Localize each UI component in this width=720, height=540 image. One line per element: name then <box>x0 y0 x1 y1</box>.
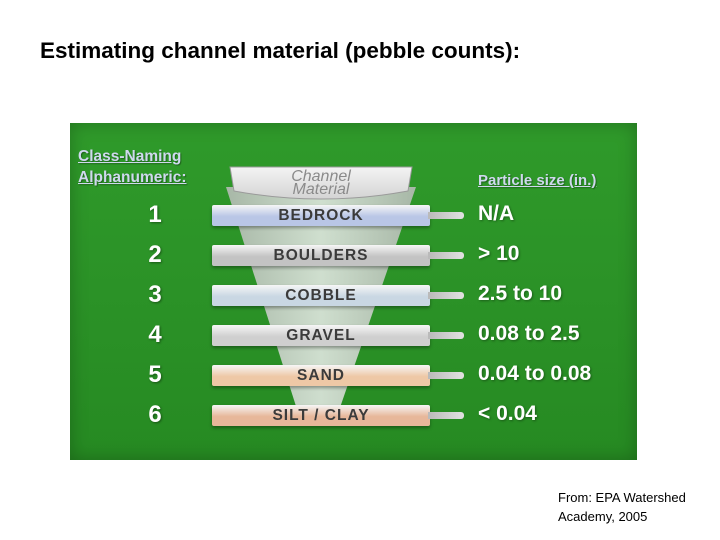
particle-size-value: 0.08 to 2.5 <box>478 322 580 345</box>
class-number: 6 <box>148 401 162 428</box>
particle-size-value: N/A <box>478 202 515 225</box>
connector-arrow <box>428 292 464 299</box>
connector-arrow <box>428 212 464 219</box>
source-line1: From: EPA Watershed <box>558 490 686 505</box>
class-number: 1 <box>148 201 162 228</box>
material-band: COBBLE <box>212 285 430 306</box>
particle-size-value: < 0.04 <box>478 402 537 425</box>
connector-arrow <box>428 372 464 379</box>
material-band: SILT / CLAY <box>212 405 430 426</box>
connector-arrow <box>428 412 464 419</box>
class-number: 2 <box>148 241 162 268</box>
funnel-label-line1: Channel <box>291 168 351 185</box>
channel-material-diagram <box>70 123 637 460</box>
particle-size-value: 0.04 to 0.08 <box>478 362 592 385</box>
connector-arrow <box>428 332 464 339</box>
source-line2: Academy, 2005 <box>558 509 648 524</box>
class-number: 5 <box>148 361 162 388</box>
particle-size-value: 2.5 to 10 <box>478 282 563 305</box>
material-band: SAND <box>212 365 430 386</box>
funnel-label-line2: Material <box>292 181 350 198</box>
class-naming-header-line1: Class-Naming <box>78 148 182 165</box>
class-naming-header-line2: Alphanumeric: <box>78 169 187 186</box>
particle-size-header: Particle size (in.) <box>478 172 597 189</box>
class-number: 3 <box>148 281 162 308</box>
class-number: 4 <box>148 321 162 348</box>
slide-title: Estimating channel material (pebble counts): <box>40 38 521 63</box>
material-band: BOULDERS <box>212 245 430 266</box>
connector-arrow <box>428 252 464 259</box>
particle-size-value: > 10 <box>478 242 520 265</box>
material-band: BEDROCK <box>212 205 430 226</box>
source-citation <box>558 488 708 526</box>
material-band: GRAVEL <box>212 325 430 346</box>
